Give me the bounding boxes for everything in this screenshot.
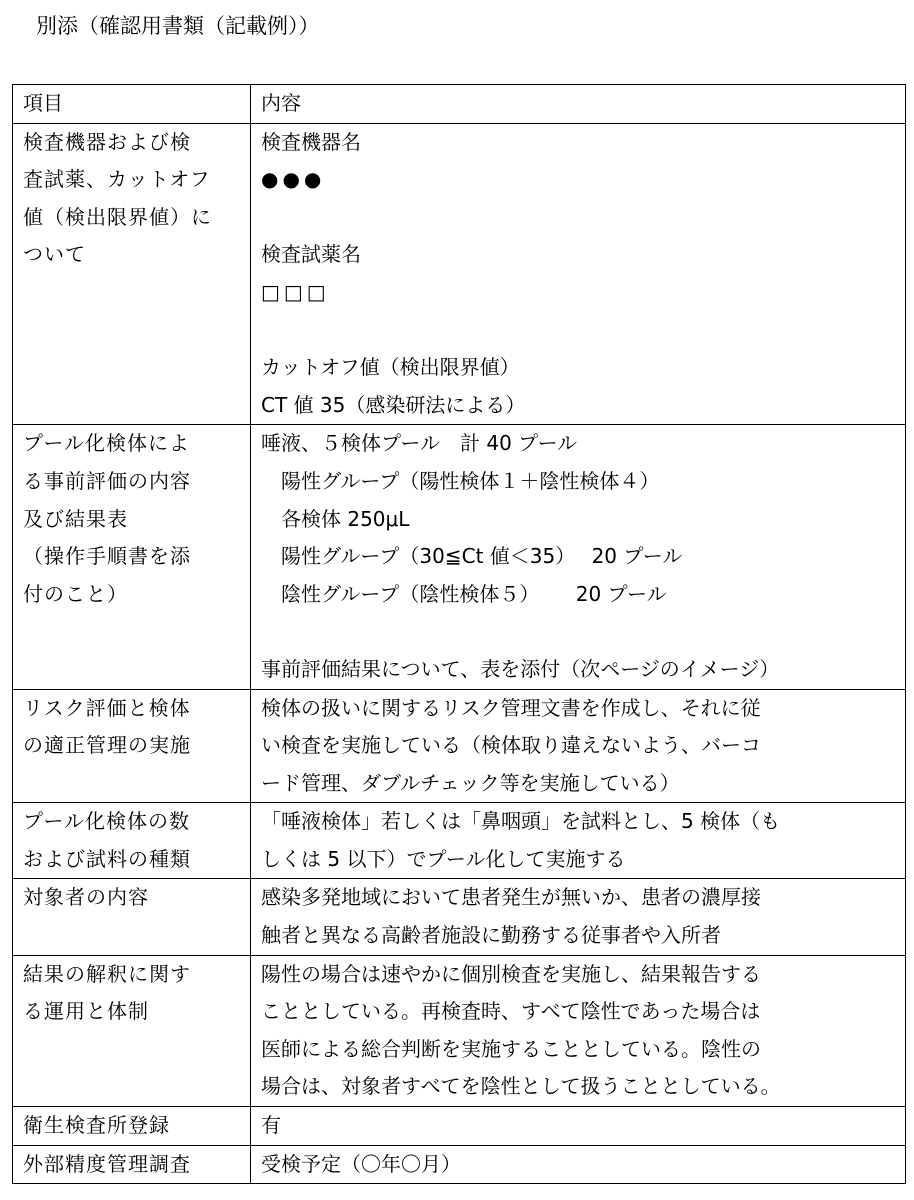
cutoff-value: CT 値 35（感染研法による）	[261, 392, 526, 417]
table-row	[13, 803, 906, 879]
row-label-line: の適正管理の実施	[23, 733, 191, 758]
content-line: 感染多発地域において患者発生が無いか、患者の濃厚接	[261, 885, 761, 910]
content-line: 各検体 250μL	[261, 506, 410, 531]
row-label-line: 付のこと）	[23, 581, 128, 606]
content-line: い検査を実施している（検体取り違えないよう、バーコ	[261, 733, 761, 758]
cutoff-label: カットオフ値（検出限界値）	[261, 355, 520, 380]
row-content-cell	[251, 123, 906, 425]
row-label-line: る事前評価の内容	[23, 468, 191, 493]
table-row	[13, 425, 906, 689]
row-label-cell	[13, 1145, 251, 1184]
content-line: 唾液、５検体プール 計 40 プール	[261, 431, 578, 456]
row-label-line: ついて	[23, 242, 86, 267]
content-line: 受検予定（〇年〇月）	[261, 1151, 461, 1176]
document-title: 別添（確認用書類（記載例））	[36, 14, 320, 38]
row-content-cell	[251, 879, 906, 955]
header-content-label: 内容	[261, 91, 301, 115]
row-label-line: 外部精度管理調査	[23, 1151, 191, 1176]
row-content-cell	[251, 1107, 906, 1146]
row-content-cell	[251, 689, 906, 803]
row-label-cell	[13, 123, 251, 425]
content-line: ード管理、ダブルチェック等を実施している）	[261, 770, 680, 795]
content-line: 「唾液検体」若しくは「鼻咽頭」を試料とし、5 検体（も	[261, 809, 781, 834]
content-line: 陽性の場合は速やかに個別検査を実施し、結果報告する	[261, 961, 761, 986]
row-label-line: リスク評価と検体	[23, 695, 191, 720]
content-line: 有	[261, 1113, 281, 1138]
table-row	[13, 879, 906, 955]
content-line: 場合は、対象者すべてを陰性として扱うこととしている。	[261, 1074, 781, 1099]
row-label-cell	[13, 1107, 251, 1146]
table-header-row	[13, 85, 906, 124]
equipment-name-label: 検査機器名	[261, 129, 361, 154]
content-line: 陽性グループ（陽性検体１＋陰性検体４）	[261, 468, 660, 493]
row-label-cell	[13, 425, 251, 689]
content-line: 触者と異なる高齢者施設に勤務する従事者や入所者	[261, 923, 721, 948]
row-label-cell	[13, 955, 251, 1106]
table-row	[13, 123, 906, 425]
table-row	[13, 1145, 906, 1184]
row-label-cell	[13, 803, 251, 879]
confirmation-table	[12, 84, 906, 1184]
reagent-name-value: □□□	[261, 279, 330, 304]
equipment-name-value: ●●●	[261, 167, 326, 192]
row-label-line: （操作手順書を添	[23, 544, 191, 569]
table-row	[13, 689, 906, 803]
row-label-line: および試料の種類	[23, 846, 191, 871]
row-label-line: 対象者の内容	[23, 885, 149, 910]
blank-line	[261, 199, 899, 237]
row-label-line: 検査機器および検	[23, 129, 191, 154]
blank-line	[261, 312, 899, 350]
row-label-cell	[13, 879, 251, 955]
content-line: 陽性グループ（30≦Ct 値＜35） 20 プール	[261, 544, 683, 569]
content-line: こととしている。再検査時、すべて陰性であった場合は	[261, 999, 761, 1024]
row-label-line: 結果の解釈に関す	[23, 961, 191, 986]
blank-line	[261, 613, 899, 651]
content-line: 事前評価結果について、表を添付（次ページのイメージ）	[261, 656, 780, 681]
row-content-cell	[251, 1145, 906, 1184]
row-label-cell	[13, 689, 251, 803]
header-content-cell	[251, 85, 906, 124]
content-line: しくは 5 以下）でプール化して実施する	[261, 846, 626, 871]
row-label-line: 値（検出限界値）に	[23, 204, 212, 229]
reagent-name-label: 検査試薬名	[261, 242, 361, 267]
row-label-line: プール化検体の数	[23, 809, 190, 834]
row-label-line: プール化検体によ	[23, 431, 190, 456]
row-content-cell	[251, 803, 906, 879]
header-item-label: 項目	[23, 91, 63, 115]
content-line: 医師による総合判断を実施することとしている。陰性の	[261, 1036, 761, 1061]
row-label-line: 及び結果表	[23, 506, 128, 531]
table-row	[13, 955, 906, 1106]
row-content-cell	[251, 425, 906, 689]
table-row	[13, 1107, 906, 1146]
row-label-line: 査試薬、カットオフ	[23, 167, 211, 192]
row-content-cell	[251, 955, 906, 1106]
content-line: 陰性グループ（陰性検体５） 20 プール	[261, 581, 667, 606]
content-line: 検体の扱いに関するリスク管理文書を作成し、それに従	[261, 695, 761, 720]
row-label-line: 衛生検査所登録	[23, 1113, 170, 1138]
header-item-cell	[13, 85, 251, 124]
row-label-line: る運用と体制	[23, 999, 149, 1024]
